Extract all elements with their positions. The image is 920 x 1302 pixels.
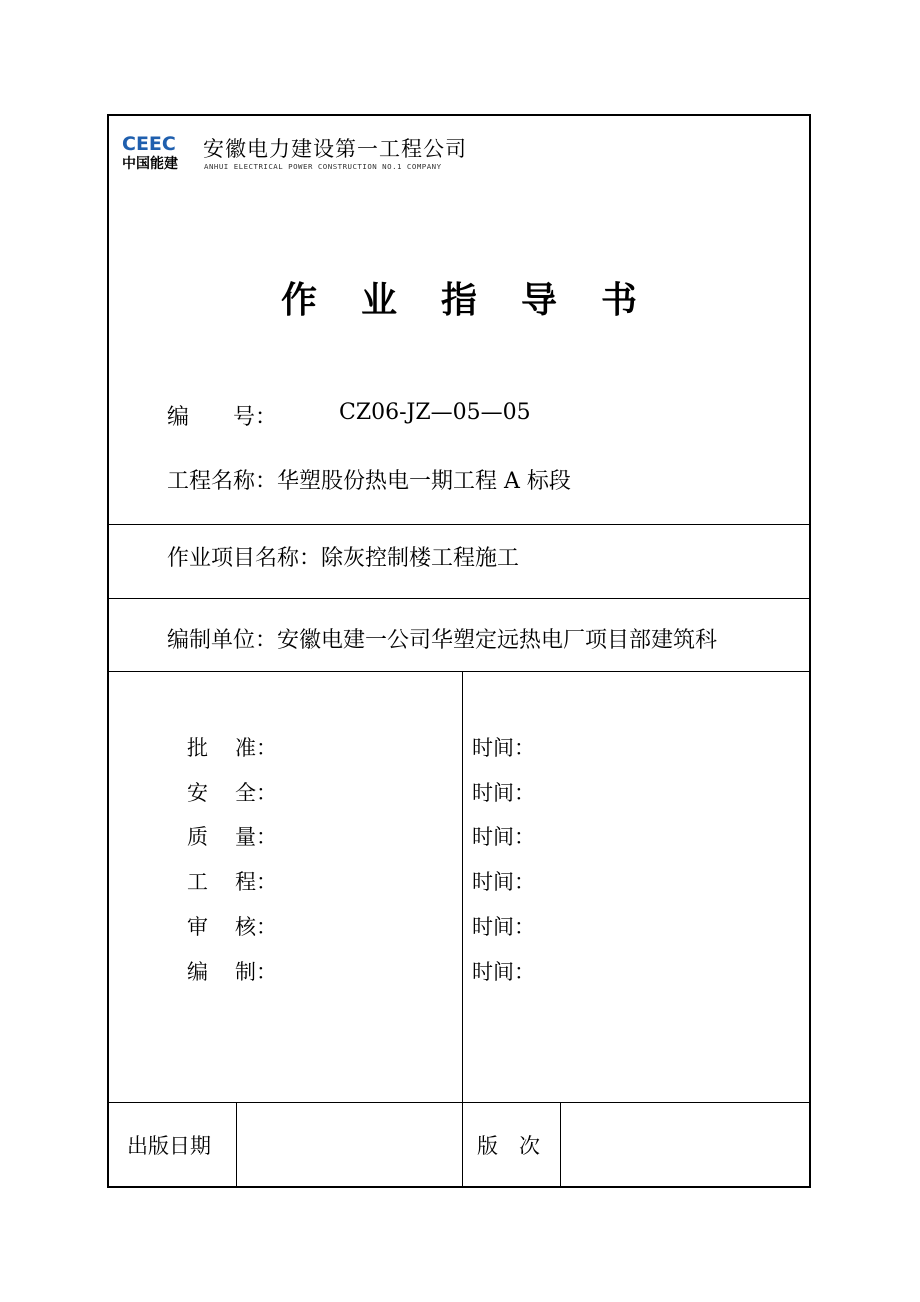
signoff-label-char: 批: [187, 736, 208, 760]
divider: [109, 671, 809, 672]
signoff-label-char: 质: [187, 825, 208, 849]
code-label: 编 号：: [167, 405, 278, 430]
signoff-label-char: 量：: [235, 825, 277, 849]
signoff-label-char: 安: [187, 781, 208, 805]
logo-ceec-text: CEEC: [122, 133, 176, 155]
signoff-quality: [187, 821, 277, 851]
work-item-label: 作业项目名称：: [167, 546, 322, 571]
company-name-cn: 安徽电力建设第一工程公司: [203, 137, 467, 161]
column-divider: [236, 1102, 237, 1188]
signoff-label-char: 编: [187, 960, 208, 984]
signoff-review: [187, 911, 277, 941]
logo-cn-text: 中国能建: [122, 156, 178, 170]
work-item-value: 除灰控制楼工程施工: [321, 546, 520, 571]
signoff-label-char: 工: [187, 870, 208, 894]
signoff-label-char: 程：: [235, 870, 277, 894]
project-label: 工程名称：: [167, 469, 278, 494]
signoff-engineering: [187, 866, 277, 896]
unit-label: 编制单位：: [167, 628, 278, 653]
divider: [109, 598, 809, 599]
signoff-safety: [187, 777, 277, 807]
column-divider: [462, 671, 463, 1188]
signoff-time: 时间：: [472, 781, 535, 805]
project-value: 华塑股份热电一期工程 A 标段: [277, 469, 571, 494]
signoff-prepare: [187, 956, 277, 986]
version-label: 版 次: [477, 1134, 540, 1158]
signoff-time: 时间：: [472, 915, 535, 939]
code-field: [167, 400, 531, 431]
document-frame: [107, 114, 811, 1188]
company-logo: [121, 130, 501, 174]
code-value: CZ06-JZ—05—05: [339, 400, 531, 425]
signoff-label-char: 审: [187, 915, 208, 939]
unit-value: 安徽电建一公司华塑定远热电厂项目部建筑科: [277, 628, 718, 653]
company-name-en: ANHUI ELECTRICAL POWER CONSTRUCTION NO.1 COMPANY: [204, 162, 442, 171]
signoff-time: 时间：: [472, 870, 535, 894]
column-divider: [560, 1102, 561, 1188]
document-title: 作业指导书: [280, 280, 681, 321]
signoff-time: 时间：: [472, 960, 535, 984]
signoff-label-char: 核：: [235, 915, 277, 939]
ceec-logo-icon: [121, 130, 193, 170]
signoff-time: 时间：: [472, 825, 535, 849]
signoff-approve: [187, 732, 277, 762]
divider: [109, 524, 809, 525]
unit-field: [167, 623, 717, 654]
publish-date-label: 出版日期: [127, 1134, 211, 1158]
signoff-label-char: 全：: [235, 781, 277, 805]
project-field: [167, 464, 571, 495]
signoff-time: 时间：: [472, 736, 535, 760]
signoff-label-char: 制：: [235, 960, 277, 984]
divider: [109, 1102, 809, 1103]
work-item-field: [167, 541, 519, 572]
signoff-label-char: 准：: [235, 736, 277, 760]
